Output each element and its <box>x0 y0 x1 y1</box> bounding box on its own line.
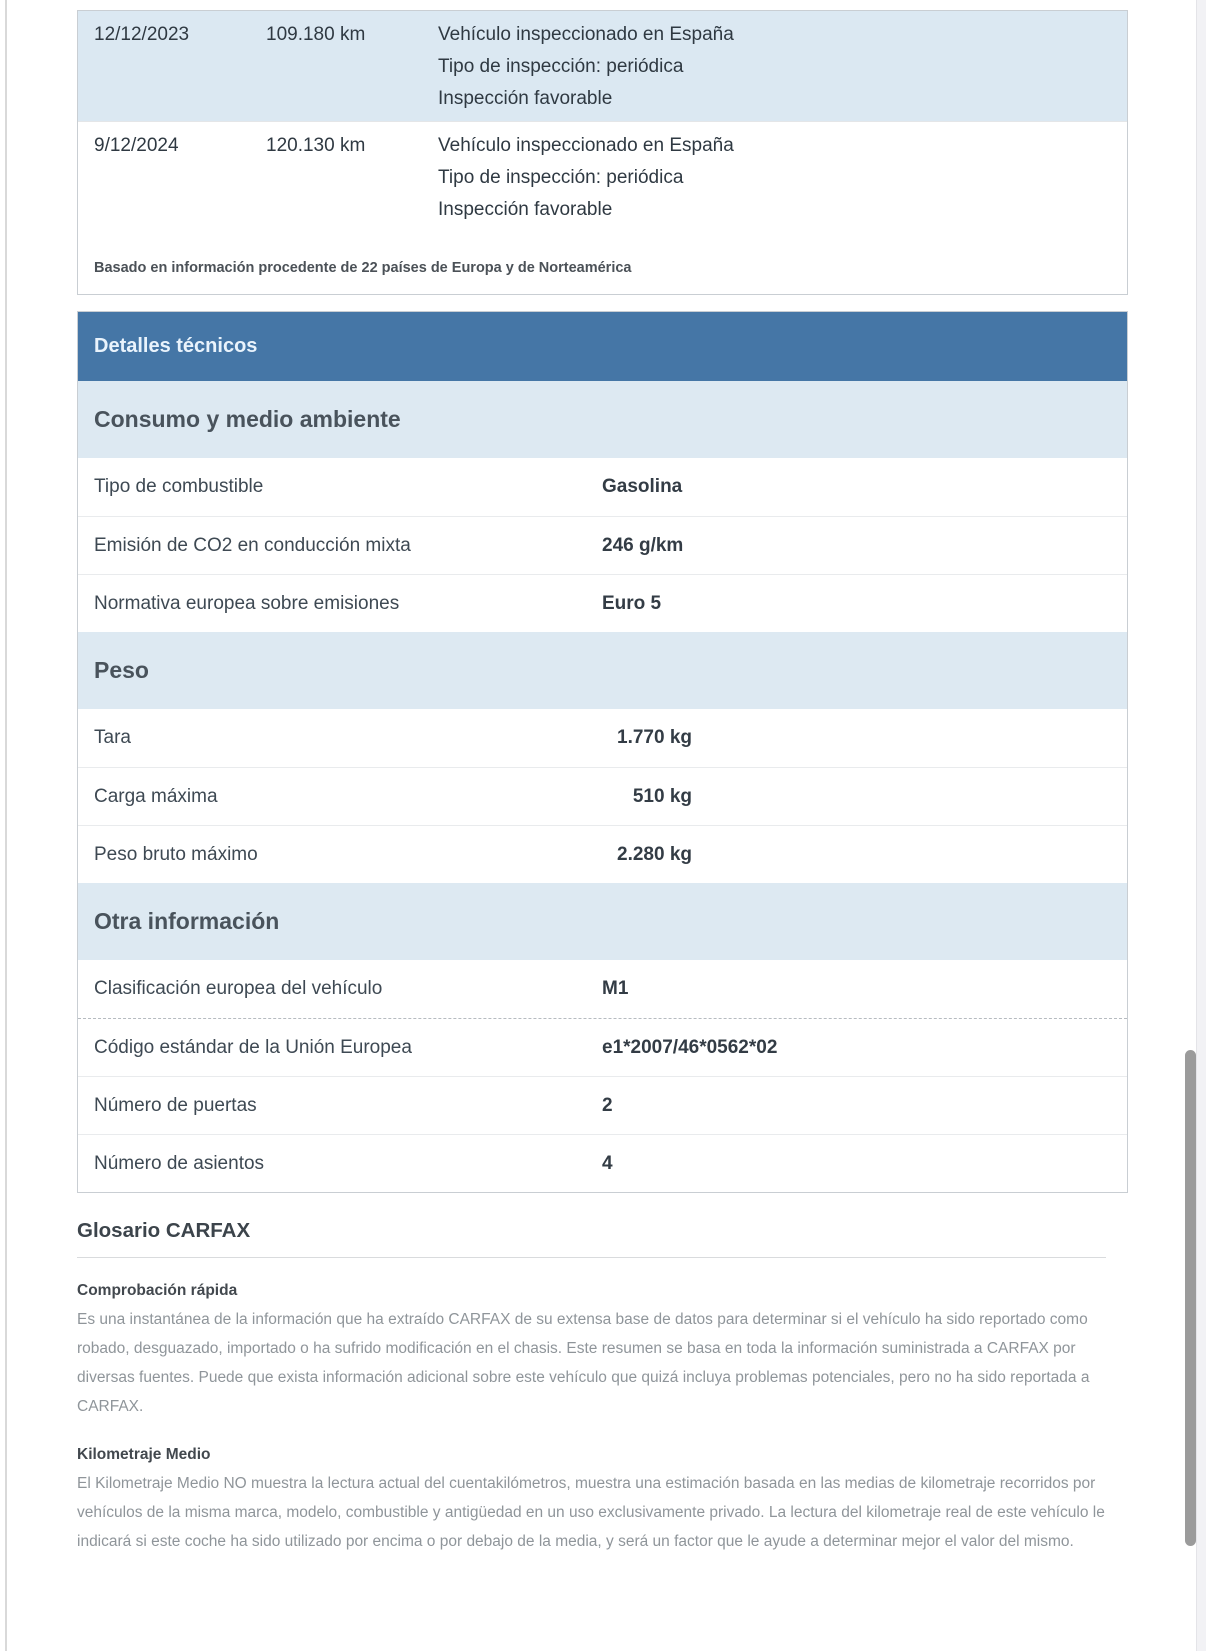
detail-label: Clasificación europea del vehículo <box>94 978 383 999</box>
history-detail-line: Inspección favorable <box>438 199 613 220</box>
detail-row <box>78 767 1127 825</box>
technical-details-panel <box>77 311 1128 1193</box>
detail-value: 2 <box>602 1094 613 1116</box>
history-detail-line: Tipo de inspección: periódica <box>438 56 684 77</box>
detail-label: Tipo de combustible <box>94 476 264 497</box>
detail-label: Carga máxima <box>94 785 218 807</box>
detail-row <box>78 1076 1127 1134</box>
history-description <box>438 130 1111 226</box>
glossary-term-block <box>77 1446 1106 1556</box>
detail-value-number: 510 kg <box>632 785 692 807</box>
glossary-title: Glosario CARFAX <box>77 1219 251 1242</box>
glossary-term-name: Kilometraje Medio <box>77 1446 211 1463</box>
history-detail-line: Vehículo inspeccionado en España <box>438 135 734 156</box>
detail-value <box>602 727 692 749</box>
detail-value: 4 <box>602 1152 613 1174</box>
detail-value: M1 <box>602 978 629 999</box>
glossary-term-definition: El Kilometraje Medio NO muestra la lectura actual del cuentakilómetros, muestra una estimación basada en las medias de kilometraje recorridos por vehículos de la misma marca, modelo, combustible y antigüedad en un uso exclusivamente privado. La lectura del kilometraje real de este vehículo le indicará si este coche ha sido utilizado por encima o por debajo de la media, y será un factor que le ayude a determinar mejor el valor del mismo. <box>77 1475 1105 1550</box>
history-date: 9/12/2024 <box>94 135 179 156</box>
glossary-divider <box>77 1257 1106 1258</box>
detail-row <box>78 1018 1127 1076</box>
detail-value: e1*2007/46*0562*02 <box>602 1036 778 1058</box>
detail-row <box>78 458 1127 516</box>
history-detail-line: Inspección favorable <box>438 88 613 109</box>
detail-label: Número de puertas <box>94 1094 257 1116</box>
detail-label: Normativa europea sobre emisiones <box>94 592 400 614</box>
detail-label: Código estándar de la Unión Europea <box>94 1036 412 1058</box>
history-description <box>438 19 1111 115</box>
scrollbar-thumb[interactable] <box>1185 1050 1196 1546</box>
detail-row <box>78 1134 1127 1192</box>
detail-value: 246 g/km <box>602 534 684 556</box>
history-mileage: 120.130 km <box>266 135 366 156</box>
detail-row <box>78 825 1127 883</box>
scrollbar-track[interactable] <box>1196 0 1206 1651</box>
detail-value: Gasolina <box>602 476 683 497</box>
history-detail-line: Vehículo inspeccionado en España <box>438 24 734 45</box>
panel-title: Detalles técnicos <box>78 312 1127 381</box>
section-heading-peso: Peso <box>78 632 1127 709</box>
detail-row <box>78 516 1127 574</box>
history-footnote: Basado en información procedente de 22 países de Europa y de Norteamérica <box>94 260 632 276</box>
report-content <box>77 10 1128 1581</box>
detail-label: Tara <box>94 727 131 748</box>
detail-value-number: 2.280 kg <box>617 843 692 865</box>
detail-value: Euro 5 <box>602 592 662 614</box>
section-heading-consumo: Consumo y medio ambiente <box>78 381 1127 458</box>
detail-label: Emisión de CO2 en conducción mixta <box>94 534 411 556</box>
history-row <box>78 121 1127 232</box>
history-mileage: 109.180 km <box>266 24 366 45</box>
glossary-term-block <box>77 1282 1106 1421</box>
glossary-term-name: Comprobación rápida <box>77 1282 238 1299</box>
detail-label: Número de asientos <box>94 1152 265 1174</box>
detail-row <box>78 709 1127 767</box>
inspection-history-table <box>77 10 1128 295</box>
detail-value <box>602 786 692 808</box>
glossary-term-definition: Es una instantánea de la información que ha extraído CARFAX de su extensa base de datos para determinar si el vehículo ha sido reportado como robado, desguazado, importado o ha sufrido modificación en el chasis. Este resumen se basa en toda la información suministrada a CARFAX por diversas fuentes. Puede que exista información adicional sobre este vehículo que quizá incluya problemas potenciales, pero no ha sido reportada a CARFAX. <box>77 1311 1090 1415</box>
left-edge-divider <box>5 0 7 1651</box>
detail-row <box>78 960 1127 1018</box>
detail-label: Peso bruto máximo <box>94 843 258 865</box>
glossary-section <box>77 1219 1128 1556</box>
history-row <box>78 11 1127 121</box>
history-detail-line: Tipo de inspección: periódica <box>438 167 684 188</box>
section-heading-otra-informacion: Otra información <box>78 883 1127 960</box>
detail-row <box>78 574 1127 632</box>
history-date: 12/12/2023 <box>94 24 190 45</box>
detail-value <box>602 844 692 866</box>
detail-value-number: 1.770 kg <box>617 727 692 748</box>
